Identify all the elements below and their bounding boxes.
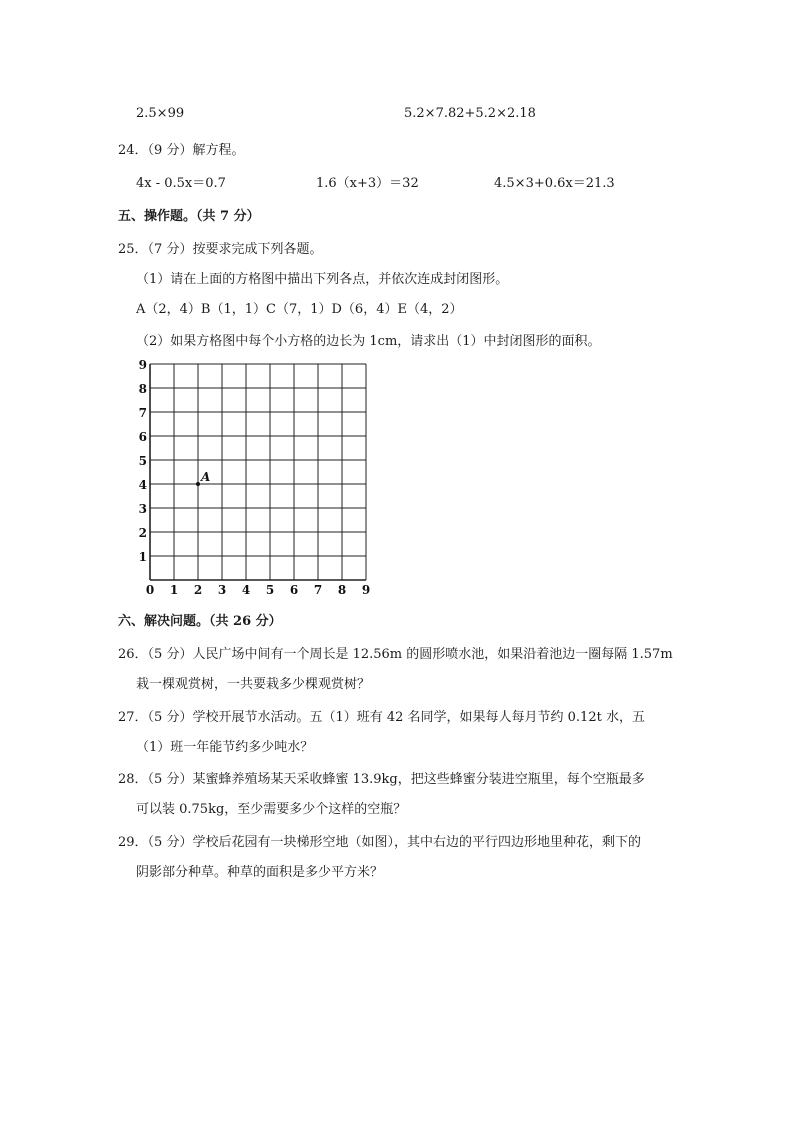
y-tick-label: 2 (138, 526, 147, 540)
equation-1: 4x - 0.5x＝0.7 (136, 176, 226, 191)
y-tick-label: 7 (138, 406, 147, 420)
question-28-line-2: 可以装 0.75kg，至少需要多少个这样的空瓶？ (136, 802, 407, 817)
expression-right: 5.2×7.82+5.2×2.18 (404, 106, 536, 121)
x-tick-label: 0 (145, 583, 155, 596)
question-25-part-2: （2）如果方格图中每个小方格的边长为 1cm，请求出（1）中封闭图形的面积。 (136, 334, 601, 349)
question-27-line-2: （1）班一年能节约多少吨水？ (136, 740, 314, 755)
x-tick-label: 5 (265, 583, 275, 596)
point-a-label: A (201, 470, 211, 484)
expression-left: 2.5×99 (136, 106, 185, 121)
section-5-title: 五、操作题。（共 7 分） (118, 209, 260, 224)
y-tick-label: 9 (138, 358, 147, 372)
x-tick-label: 1 (169, 583, 179, 596)
coordinate-grid-svg (136, 356, 376, 596)
equation-2: 1.6（x+3）＝32 (316, 176, 419, 191)
question-25-title: 25．（7 分）按要求完成下列各题。 (118, 242, 323, 257)
x-tick-label: 8 (337, 583, 347, 596)
y-tick-label: 4 (138, 478, 147, 492)
x-tick-label: 9 (361, 583, 371, 596)
question-29-line-1: 29．（5 分）学校后花园有一块梯形空地（如图），其中右边的平行四边形地里种花，剩下的 (118, 835, 641, 850)
y-tick-label: 8 (138, 382, 147, 396)
x-tick-label: 7 (313, 583, 323, 596)
question-24-title: 24．（9 分）解方程。 (118, 143, 245, 158)
question-27-line-1: 27．（5 分）学校开展节水活动。五（1）班有 42 名同学，如果每人每月节约 0.12t 水，五 (118, 710, 645, 725)
question-26-line-2: 栽一棵观赏树，一共要栽多少棵观赏树？ (136, 677, 371, 692)
section-6-title: 六、解决问题。（共 26 分） (118, 614, 282, 629)
question-28-line-1: 28．（5 分）某蜜蜂养殖场某天采收蜂蜜 13.9kg，把这些蜂蜜分装进空瓶里，每个空瓶最多 (118, 772, 645, 787)
y-tick-label: 6 (138, 430, 147, 444)
x-tick-label: 4 (241, 583, 251, 596)
x-tick-label: 6 (289, 583, 299, 596)
coordinate-grid (136, 356, 376, 596)
y-tick-label: 5 (138, 454, 147, 468)
equation-3: 4.5×3+0.6x＝21.3 (494, 176, 615, 191)
question-25-part-1: （1）请在上面的方格图中描出下列各点，并依次连成封闭图形。 (136, 272, 509, 287)
point-a-marker (196, 482, 200, 486)
question-26-line-1: 26．（5 分）人民广场中间有一个周长是 12.56m 的圆形喷水池，如果沿着池边一圈每隔 1.57m (118, 647, 673, 662)
question-25-points: A（2，4）B（1，1）C（7，1）D（6，4）E（4，2） (136, 302, 463, 317)
x-tick-label: 3 (217, 583, 227, 596)
y-tick-label: 3 (138, 502, 147, 516)
x-tick-label: 2 (193, 583, 203, 596)
y-tick-label: 1 (138, 550, 147, 564)
question-29-line-2: 阴影部分种草。种草的面积是多少平方米？ (136, 865, 384, 880)
